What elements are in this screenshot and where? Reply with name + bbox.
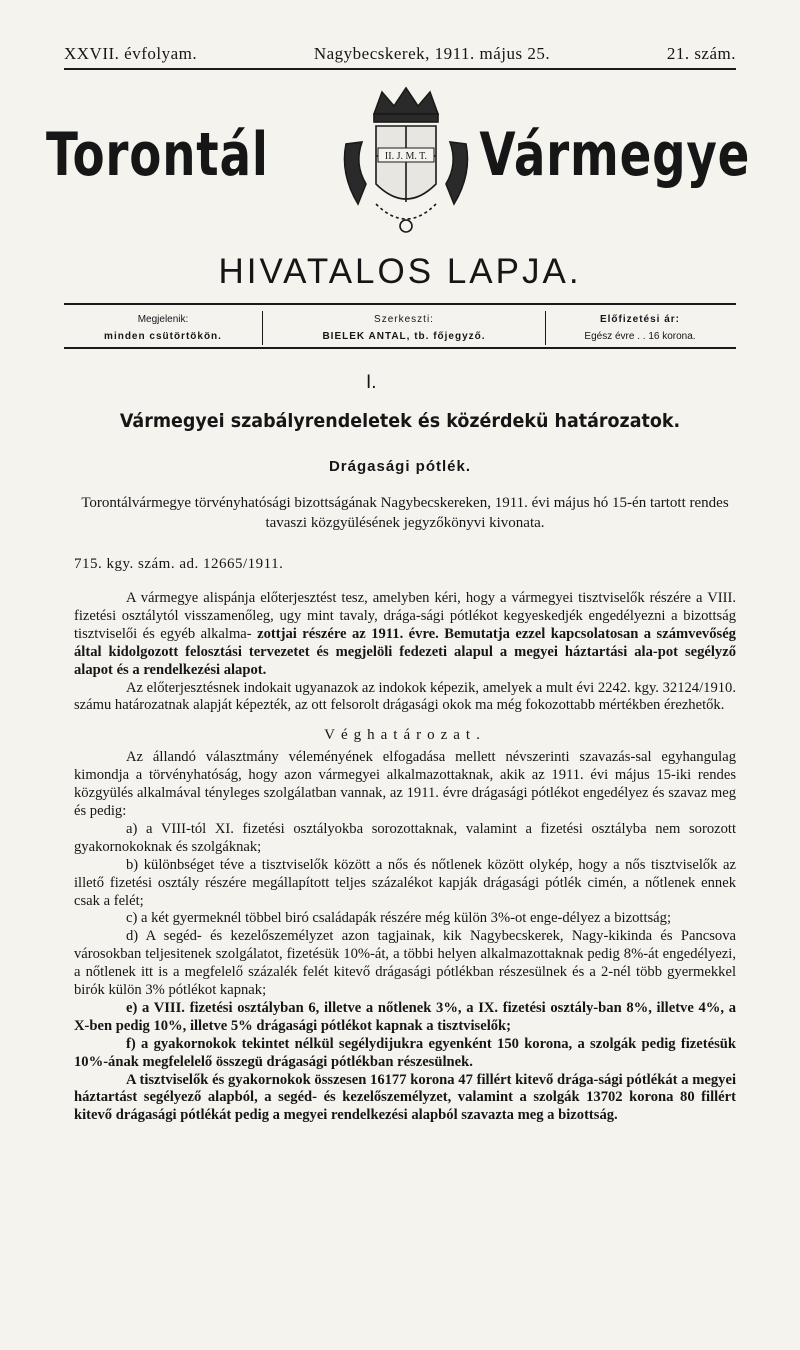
paragraph: Az állandó választmány véleményének elfogadása mellett névszerinti szavazás-sal egyhangulag kimondja a törvényhatóság, hogy azon vármegyei alkalmazottaknak, akik az 1911. évi május 15-iki rendes közgyülés alkalmával tényleges szolgálatban vannak, az 1911. évre drágasági pótlékot engedélyez és szavaz meg és pedig: xyxy=(74,749,736,819)
article-title: Drágasági pótlék. xyxy=(328,458,472,475)
volume-label: XXVII. évfolyam. xyxy=(64,44,198,63)
list-item: b) különbséget téve a tisztviselők között a nős és nőtlenek között olykép, hogy a nős tisztviselők az illető fizetési osztály részére megállapított teljes százalékot kapják drágasági pótlék cimén, a nőtlenek ennek csak a felét; xyxy=(74,856,736,909)
coat-of-arms-icon xyxy=(336,84,476,244)
article-intro: Torontálvármegye törvényhatósági bizottságának Nagybecskereken, 1911. évi május hó 15-én tartott rendes tavaszi közgyülésének jegyzőkönyvi kivonata. xyxy=(81,495,729,531)
place-date: Nagybecskerek, 1911. május 25. xyxy=(313,44,551,63)
masthead-title-left: Torontál xyxy=(46,120,269,190)
reference-number: 715. kgy. szám. ad. 12665/1911. xyxy=(74,556,284,572)
masthead-title-right: Vármegye xyxy=(479,120,750,190)
paragraph: A tisztviselők és gyakornokok összesen 16177 korona 47 fillért kitevő drága-sági pótlékát a megyei háztartást segélyező alapból, a segéd- és kezelőszemélyzet, valamint a szolgák 13702 korona 80 fillért kitevő drágasági pótlékát pedig a megyei rendelkezési alapból szavazta meg a bizottság. xyxy=(74,1071,736,1124)
list-item: f) a gyakornokok tekintet nélkül segélydijukra egyenként 150 korona, a szolgák pedig fizetésük 10%-ának megfelelelő összegü drágasági pótlékban részesülnek. xyxy=(74,1035,736,1070)
article-body xyxy=(74,590,736,1125)
crest-text: II. J. M. T. xyxy=(384,151,428,162)
paragraph xyxy=(74,590,736,680)
header-rule xyxy=(64,68,736,70)
decision-title: Véghatározat. xyxy=(324,727,486,744)
issue-number: 21. szám. xyxy=(666,44,736,63)
price-label: Előfizetési ár: xyxy=(599,314,681,325)
paragraph: Az előterjesztésnek indokait ugyanazok az indokok képezik, amelyek a mult évi 2242. kgy. 32124/1910. számu határozatnak alapját képezték, az ott felsorolt drágasági okok ma még fokozottabb mértékben érezhetők. xyxy=(74,679,736,714)
published-label: Megjelenik: xyxy=(137,314,189,325)
section-number: I. xyxy=(366,372,377,393)
list-item: d) A segéd- és kezelőszemélyzet azon tagjainak, kik Nagybecskerek, Nagy-kikinda és Pancsova városokban teljesitenek szolgálatot, fizetésük 10%-át, a többi helyen alkalmazottaknak pedig 8%-át engedélyezi, a nőtlenek itt is a megfelelő százalék felét kitevő drágasági pótlékban részesülnek és a 2-nél több gyermekkel birók külön 3% pótlékot kapnak; xyxy=(74,928,736,999)
list-item: e) a VIII. fizetési osztályban 6, illetve a nőtlenek 3%, a IX. fizetési osztály-ban 8%, illetve 4%, a X-ben pedig 10%, illetve 5% drágasági pótlékot kapnak a tisztviselők; xyxy=(74,999,736,1034)
published-value: minden csütörtökön. xyxy=(104,331,222,342)
publication-info-box xyxy=(64,303,736,349)
editor-label: Szerkeszti: xyxy=(374,314,434,325)
list-item: c) a két gyermeknél többel biró családapák részére még külön 3%-ot enge-délyez a bizottság; xyxy=(126,910,672,927)
editor-info xyxy=(262,311,546,345)
masthead xyxy=(46,112,750,262)
list-item: a) a VIII-tól XI. fizetési osztályokba sorozottaknak, valamint a fizetési osztályba nem sorozott gyakornokoknak és szolgáknak; xyxy=(74,820,736,855)
paragraph-part-bold: zottjai részére az 1911. évre. Bemutatja ezzel kapcsolatosan a számvevőség által kidolgozott felosztási tervezetet és megjelöli fedezeti alapul a megyei háztartási ala-pot segélyző alapot és a rendelkezési alapot. xyxy=(74,625,736,678)
price-value: Egész évre . . 16 korona. xyxy=(584,331,696,342)
publication-schedule xyxy=(64,311,262,345)
section-title: Vármegyei szabályrendeletek és közérdekü határozatok. xyxy=(119,410,681,432)
editor-value: BIELEK ANTAL, tb. főjegyző. xyxy=(322,331,486,342)
masthead-subtitle: HIVATALOS LAPJA. xyxy=(218,252,582,291)
subscription-price xyxy=(544,311,736,345)
issue-header xyxy=(64,44,736,64)
paragraph-part: A vármegye alispánja előterjesztést tesz, amelyben kéri, hogy a vármegyei tisztviselők részére a VIII. fizetési osztálytól visszamenőleg, ugy mint tavaly, drága-sági pótlékot kegyeskedjék engedélyezni a bizottság tisztviselői és egyéb alkalma- xyxy=(74,590,736,642)
